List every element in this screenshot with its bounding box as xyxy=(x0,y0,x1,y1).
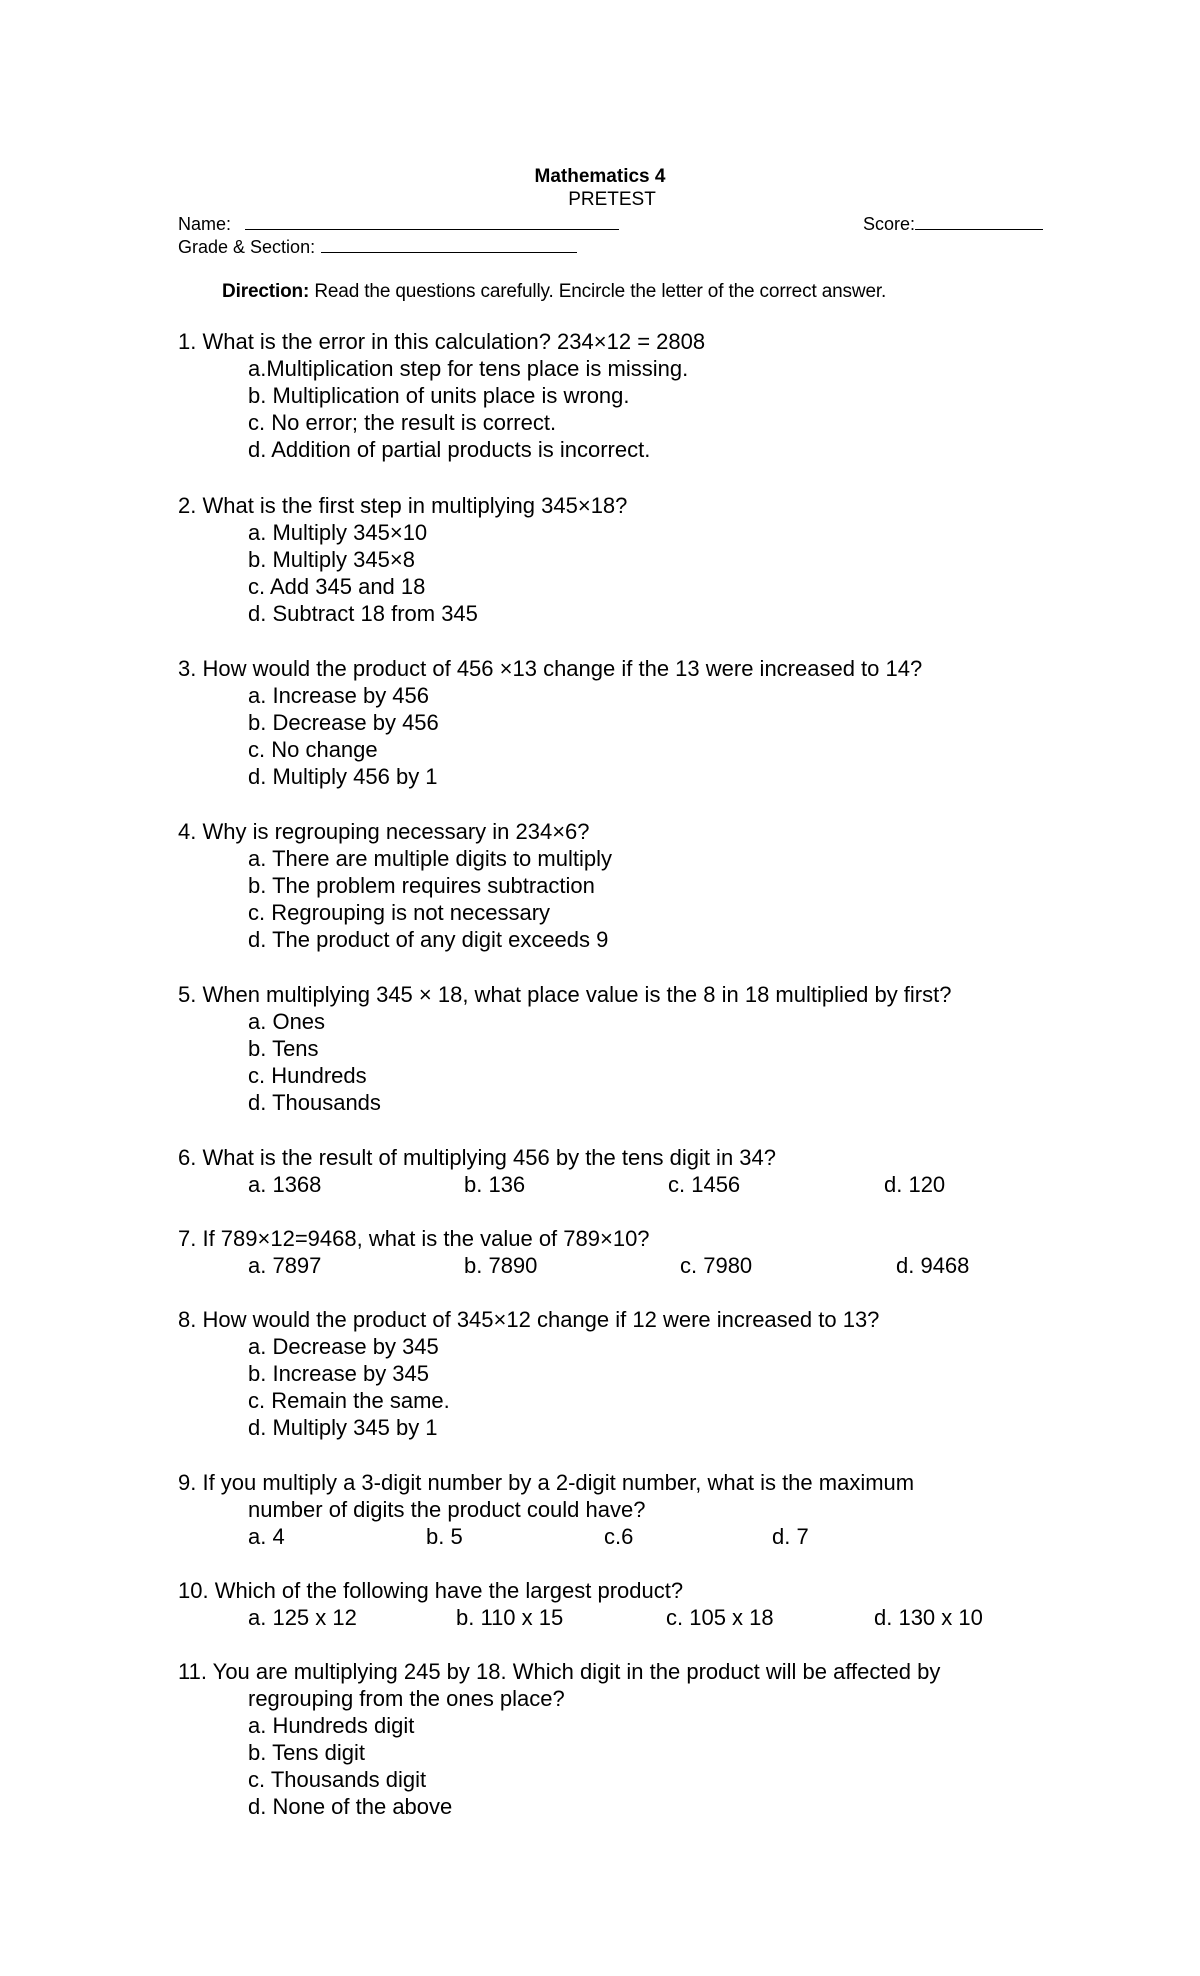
page-title: Mathematics 4 xyxy=(534,166,666,187)
direction-text xyxy=(222,281,886,303)
question-9 xyxy=(178,1469,914,1550)
option-d[interactable]: d. 130 x 10 xyxy=(874,1605,983,1630)
question-stem: 1. What is the error in this calculation? 234×12 = 2808 xyxy=(178,329,706,354)
question-6 xyxy=(178,1144,946,1198)
option-a[interactable]: a. Multiply 345×10 xyxy=(248,520,428,545)
question-8 xyxy=(178,1306,879,1441)
question-stem: 11. You are multiplying 245 by 18. Which digit in the product will be affected by xyxy=(178,1659,941,1684)
direction-label: Direction: xyxy=(222,281,310,302)
option-c[interactable]: c. 105 x 18 xyxy=(666,1605,774,1630)
option-d[interactable]: d. Subtract 18 from 345 xyxy=(248,601,478,626)
direction-body: Read the questions carefully. Encircle the letter of the correct answer. xyxy=(309,281,887,302)
option-a[interactable]: a. 7897 xyxy=(248,1253,322,1278)
option-b[interactable]: b. Tens xyxy=(248,1036,319,1061)
question-stem-continued: regrouping from the ones place? xyxy=(248,1686,565,1711)
option-b[interactable]: b. 136 xyxy=(464,1172,526,1197)
option-a[interactable]: a. Ones xyxy=(248,1009,326,1034)
option-c[interactable]: c. Regrouping is not necessary xyxy=(248,900,551,925)
page-subtitle: PRETEST xyxy=(568,189,656,210)
option-c[interactable]: c. 1456 xyxy=(668,1172,741,1197)
option-b[interactable]: b. Multiplication of units place is wrong. xyxy=(248,383,630,408)
question-stem: 2. What is the first step in multiplying 345×18? xyxy=(178,493,628,518)
option-d[interactable]: d. 9468 xyxy=(896,1253,970,1278)
option-c[interactable]: c. Remain the same. xyxy=(248,1388,450,1413)
option-d[interactable]: d. None of the above xyxy=(248,1794,453,1819)
score-field[interactable] xyxy=(863,213,1043,235)
option-b[interactable]: b. 7890 xyxy=(464,1253,538,1278)
option-d[interactable]: d. Multiply 456 by 1 xyxy=(248,764,438,789)
question-3 xyxy=(178,655,922,790)
question-stem: 9. If you multiply a 3-digit number by a 2-digit number, what is the maximum xyxy=(178,1470,915,1495)
grade-section-blank[interactable] xyxy=(321,236,577,253)
option-c[interactable]: c. Thousands digit xyxy=(248,1767,427,1792)
option-d[interactable]: d. Addition of partial products is incorrect. xyxy=(248,437,651,462)
question-stem: 3. How would the product of 456 ×13 change if the 13 were increased to 14? xyxy=(178,656,923,681)
option-a[interactable]: a. Hundreds digit xyxy=(248,1713,415,1738)
question-stem: 5. When multiplying 345 × 18, what place value is the 8 in 18 multiplied by first? xyxy=(178,982,952,1007)
question-5 xyxy=(178,981,951,1116)
option-c[interactable]: c. Add 345 and 18 xyxy=(248,574,426,599)
option-c[interactable]: c.6 xyxy=(604,1524,634,1549)
option-c[interactable]: c. 7980 xyxy=(680,1253,753,1278)
option-d[interactable]: d. The product of any digit exceeds 9 xyxy=(248,927,609,952)
grade-section-label: Grade & Section: xyxy=(178,237,316,257)
option-b[interactable]: b. Multiply 345×8 xyxy=(248,547,415,572)
option-b[interactable]: b. Decrease by 456 xyxy=(248,710,439,735)
option-c[interactable]: c. No error; the result is correct. xyxy=(248,410,557,435)
question-2 xyxy=(178,492,627,627)
score-label: Score: xyxy=(863,214,916,234)
question-7 xyxy=(178,1225,970,1279)
option-a[interactable]: a. 4 xyxy=(248,1524,285,1549)
question-stem: 7. If 789×12=9468, what is the value of 789×10? xyxy=(178,1226,650,1251)
option-d[interactable]: d. 120 xyxy=(884,1172,946,1197)
option-b[interactable]: b. Increase by 345 xyxy=(248,1361,430,1386)
question-11 xyxy=(178,1658,940,1820)
option-c[interactable]: c. No change xyxy=(248,737,378,762)
option-d[interactable]: d. 7 xyxy=(772,1524,809,1549)
name-field[interactable] xyxy=(178,213,619,235)
option-b[interactable]: b. Tens digit xyxy=(248,1740,366,1765)
question-stem: 10. Which of the following have the largest product? xyxy=(178,1578,684,1603)
option-d[interactable]: d. Multiply 345 by 1 xyxy=(248,1415,438,1440)
option-d[interactable]: d. Thousands xyxy=(248,1090,381,1115)
option-a[interactable]: a. There are multiple digits to multiply xyxy=(248,846,612,871)
name-blank[interactable] xyxy=(245,213,619,230)
question-10 xyxy=(178,1577,983,1631)
question-stem: 4. Why is regrouping necessary in 234×6? xyxy=(178,819,590,844)
grade-section-field[interactable] xyxy=(178,236,577,258)
score-blank[interactable] xyxy=(915,213,1043,230)
option-a[interactable]: a.Multiplication step for tens place is missing. xyxy=(248,356,689,381)
option-a[interactable]: a. Decrease by 345 xyxy=(248,1334,439,1359)
option-a[interactable]: a. 1368 xyxy=(248,1172,322,1197)
question-stem: 6. What is the result of multiplying 456 by the tens digit in 34? xyxy=(178,1145,776,1170)
question-stem-continued: number of digits the product could have? xyxy=(248,1497,646,1522)
option-b[interactable]: b. The problem requires subtraction xyxy=(248,873,595,898)
question-stem: 8. How would the product of 345×12 change if 12 were increased to 13? xyxy=(178,1307,880,1332)
name-label: Name: xyxy=(178,214,232,234)
option-b[interactable]: b. 5 xyxy=(426,1524,463,1549)
option-c[interactable]: c. Hundreds xyxy=(248,1063,367,1088)
option-a[interactable]: a. Increase by 456 xyxy=(248,683,430,708)
option-a[interactable]: a. 125 x 12 xyxy=(248,1605,357,1630)
question-1 xyxy=(178,328,705,463)
option-b[interactable]: b. 110 x 15 xyxy=(456,1605,564,1630)
question-4 xyxy=(178,818,612,953)
